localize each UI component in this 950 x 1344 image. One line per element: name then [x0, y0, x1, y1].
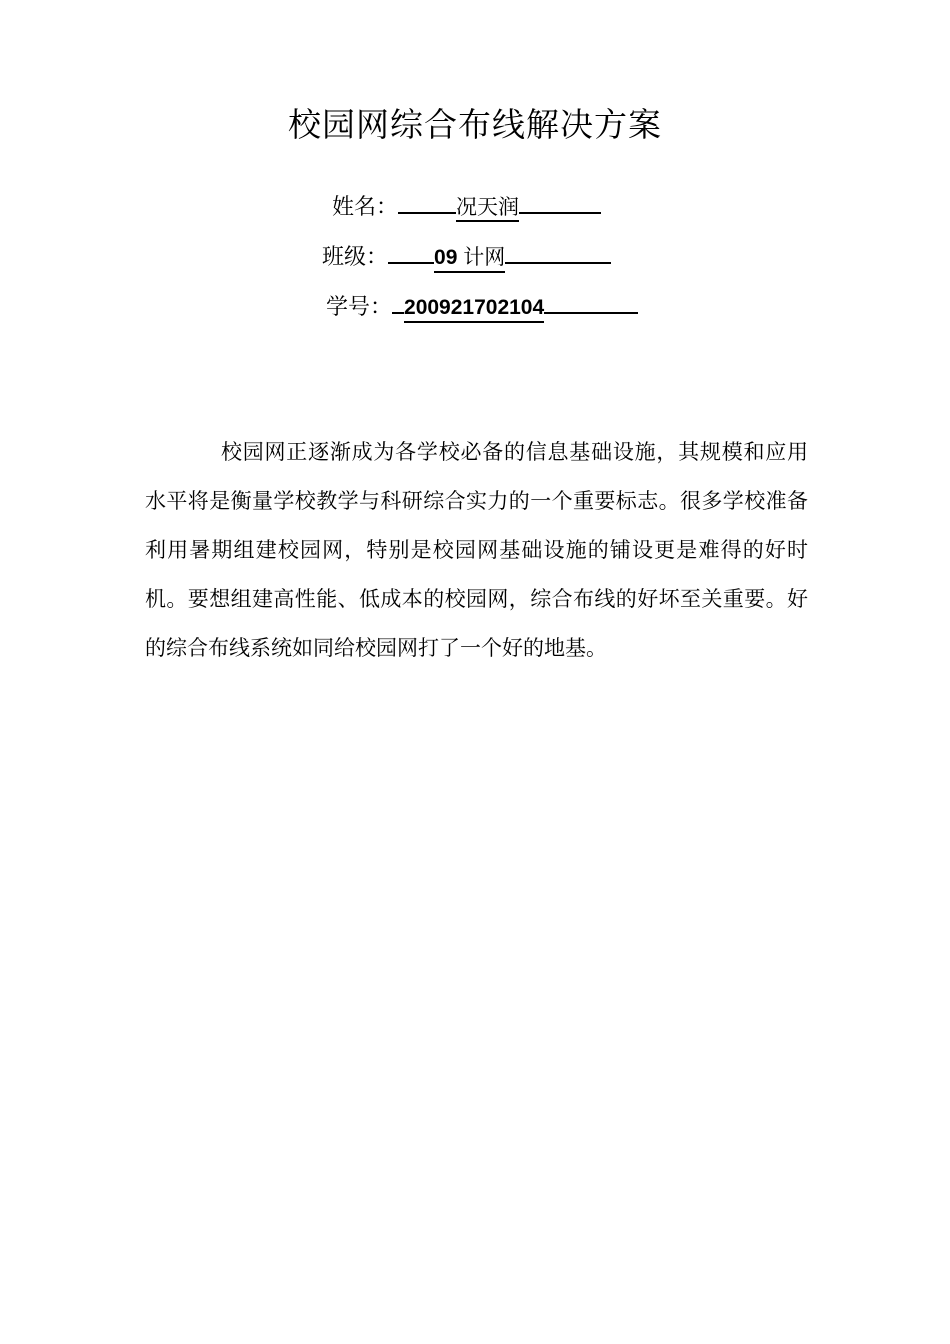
class-label: 班级：	[322, 245, 389, 270]
class-blank-right	[505, 240, 611, 264]
class-value-text: 计网	[463, 245, 506, 269]
body-paragraph: 校园网正逐渐成为各学校必备的信息基础设施，其规模和应用水平将是衡量学校教学与科研综合实力的一个重要标志。很多学校准备利用暑期组建校园网，特别是校园网基础设施的铺设更是难得的好时机。要想组建高性能、低成本的校园网，综合布线的好坏至关重要。好的综合布线系统如同给校园网打了一个好的地基。	[145, 440, 808, 660]
document-title: 校园网综合布线解决方案	[288, 105, 662, 144]
name-blank-left	[398, 190, 456, 214]
student-id-blank-left	[392, 290, 404, 314]
name-label: 姓名：	[332, 195, 399, 220]
name-row	[318, 188, 718, 238]
student-info-block	[318, 188, 718, 338]
class-value-number: 09	[434, 246, 458, 269]
student-id-value: 200921702104	[404, 295, 544, 323]
student-id-blank-right	[544, 290, 638, 314]
class-blank-left	[388, 240, 434, 264]
student-id-row	[318, 288, 718, 338]
class-value	[434, 244, 505, 273]
name-blank-right	[519, 190, 601, 214]
name-value: 况天润	[456, 194, 519, 222]
student-id-label: 学号：	[326, 295, 393, 320]
class-row	[318, 238, 718, 288]
